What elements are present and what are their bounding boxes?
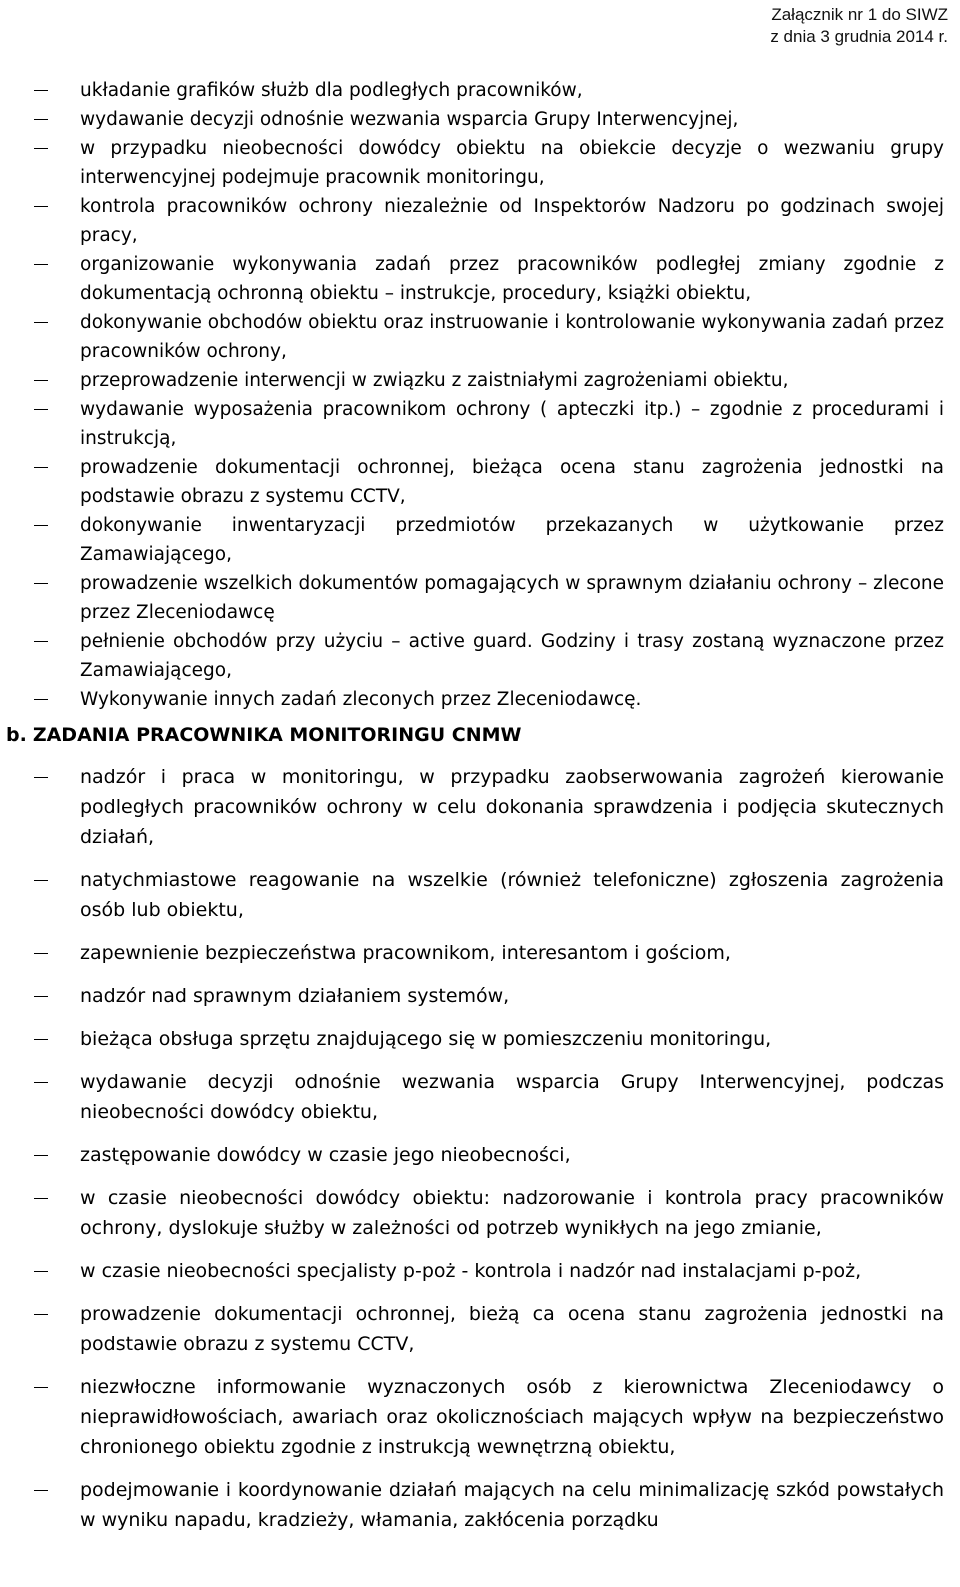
list-item: układanie grafików służb dla podległych pracowników, [0,76,960,105]
list-item: w przypadku nieobecności dowódcy obiektu na obiekcie decyzje o wezwaniu grupy interwencyjnej podejmuje pracownik monitoringu, [0,134,960,192]
list-item: kontrola pracowników ochrony niezależnie od Inspektorów Nadzoru po godzinach swojej pracy, [0,192,960,250]
list-item: nadzór i praca w monitoringu, w przypadku zaobserwowania zagrożeń kierowanie podległych pracowników ochrony w celu dokonania sprawdzenia i podjęcia skutecznych działań, [0,762,960,852]
dash-bullet-icon [34,76,48,105]
list-item: bieżąca obsługa sprzętu znajdującego się w pomieszczeniu monitoringu, [0,1024,960,1054]
dash-bullet-icon [34,569,48,598]
dash-bullet-icon [34,511,48,540]
dash-bullet-icon [34,105,48,134]
duties-list-a [0,76,960,714]
list-item: prowadzenie dokumentacji ochronnej, bieżąca ocena stanu zagrożenia jednostki na podstawie obrazu z systemu CCTV, [0,453,960,511]
dash-bullet-icon [34,1067,48,1097]
list-item: nadzór nad sprawnym działaniem systemów, [0,981,960,1011]
dash-bullet-icon [34,1024,48,1054]
list-item: dokonywanie obchodów obiektu oraz instruowanie i kontrolowanie wykonywania zadań przez pracowników ochrony, [0,308,960,366]
dash-bullet-icon [34,134,48,163]
list-item: dokonywanie inwentaryzacji przedmiotów przekazanych w użytkowanie przez Zamawiającego, [0,511,960,569]
dash-bullet-icon [34,192,48,221]
dash-bullet-icon [34,865,48,895]
dash-bullet-icon [34,1140,48,1170]
list-item: zastępowanie dowódcy w czasie jego nieobecności, [0,1140,960,1170]
list-item: organizowanie wykonywania zadań przez pracowników podległej zmiany zgodnie z dokumentacją ochronną obiektu – instrukcje, procedury, książki obiektu, [0,250,960,308]
dash-bullet-icon [34,685,48,714]
list-item: natychmiastowe reagowanie na wszelkie (również telefoniczne) zgłoszenia zagrożenia osób lub obiektu, [0,865,960,925]
section-title: ZADANIA PRACOWNIKA MONITORINGU CNMW [32,724,522,746]
section-marker: b. [6,724,27,746]
dash-bullet-icon [34,1183,48,1213]
dash-bullet-icon [34,395,48,424]
document-header [770,4,948,48]
list-item: w czasie nieobecności specjalisty p-poż - kontrola i nadzór nad instalacjami p-poż, [0,1256,960,1286]
list-item: Wykonywanie innych zadań zleconych przez Zleceniodawcę. [0,685,960,714]
list-item: wydawanie decyzji odnośnie wezwania wsparcia Grupy Interwencyjnej, podczas nieobecności dowódcy obiektu, [0,1067,960,1127]
dash-bullet-icon [34,627,48,656]
dash-bullet-icon [34,1299,48,1329]
dash-bullet-icon [34,308,48,337]
list-item: wydawanie wyposażenia pracownikom ochrony ( apteczki itp.) – zgodnie z procedurami i instrukcją, [0,395,960,453]
list-item: prowadzenie dokumentacji ochronnej, bieżą ca ocena stanu zagrożenia jednostki na podstawie obrazu z systemu CCTV, [0,1299,960,1359]
list-item: przeprowadzenie interwencji w związku z zaistniałymi zagrożeniami obiektu, [0,366,960,395]
list-item: prowadzenie wszelkich dokumentów pomagających w sprawnym działaniu ochrony – zlecone przez Zleceniodawcę [0,569,960,627]
dash-bullet-icon [34,453,48,482]
dash-bullet-icon [34,762,48,792]
duties-list-b [0,762,960,1548]
dash-bullet-icon [34,1372,48,1402]
section-heading [6,720,522,750]
dash-bullet-icon [34,1475,48,1505]
list-item: podejmowanie i koordynowanie działań mających na celu minimalizację szkód powstałych w wyniku napadu, kradzieży, włamania, zakłócenia porządku [0,1475,960,1535]
list-item: zapewnienie bezpieczeństwa pracownikom, interesantom i gościom, [0,938,960,968]
dash-bullet-icon [34,1256,48,1286]
list-item: wydawanie decyzji odnośnie wezwania wsparcia Grupy Interwencyjnej, [0,105,960,134]
list-item: w czasie nieobecności dowódcy obiektu: nadzorowanie i kontrola pracy pracowników ochrony, dyslokuje służby w zależności od potrzeb wynikłych na jego zmianie, [0,1183,960,1243]
dash-bullet-icon [34,938,48,968]
dash-bullet-icon [34,250,48,279]
list-item: niezwłoczne informowanie wyznaczonych osób z kierownictwa Zleceniodawcy o nieprawidłowościach, awariach oraz okolicznościach mających wpływ na bezpieczeństwo chronionego obiektu zgodnie z instrukcją wewnętrzną obiektu, [0,1372,960,1462]
dash-bullet-icon [34,981,48,1011]
dash-bullet-icon [34,366,48,395]
attachment-label: Załącznik nr 1 do SIWZ [771,5,948,24]
attachment-date: z dnia 3 grudnia 2014 r. [770,27,948,46]
list-item: pełnienie obchodów przy użyciu – active guard. Godziny i trasy zostaną wyznaczone przez Zamawiającego, [0,627,960,685]
